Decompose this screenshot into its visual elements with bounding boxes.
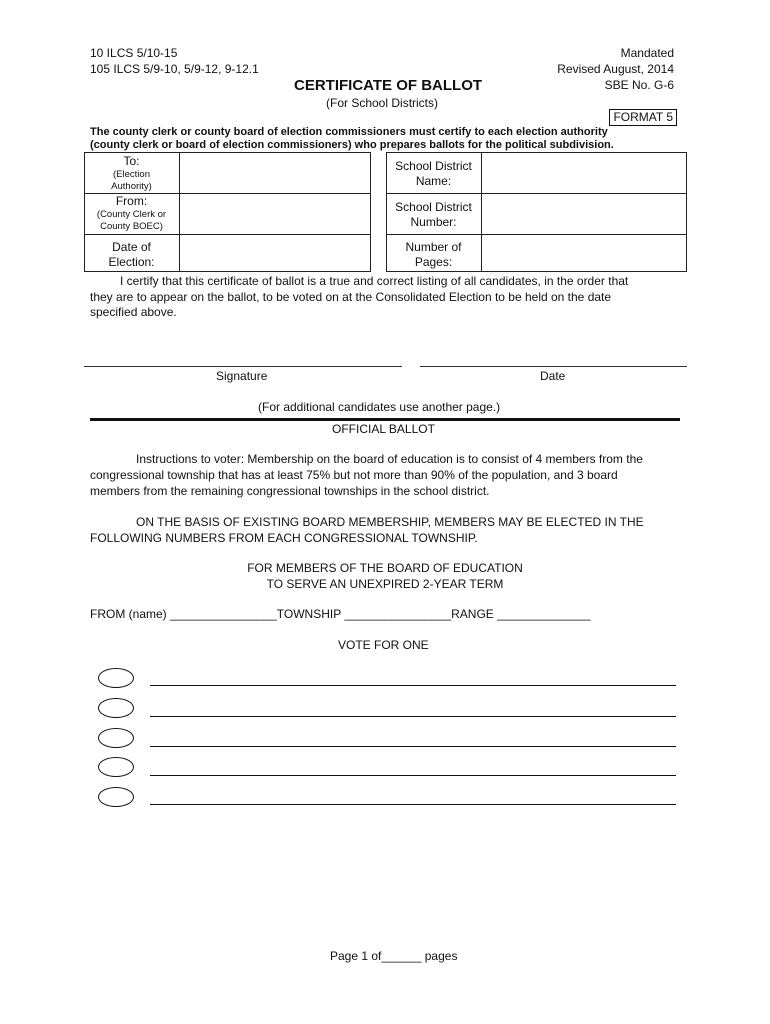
to-field[interactable] [180, 153, 370, 193]
page-count-label-cell [386, 240, 481, 270]
from-label-cell [84, 194, 179, 233]
additional-candidates-note: (For additional candidates use another page.) [258, 400, 501, 414]
format-label: FORMAT 5 [609, 109, 677, 126]
ballot-instruction-3: members from the remaining congressional townships in the school district. [90, 484, 490, 498]
district-name-field[interactable] [482, 153, 686, 193]
candidate-name-line[interactable] [150, 685, 676, 686]
candidate-name-line[interactable] [150, 746, 676, 747]
candidate-oval[interactable] [98, 757, 134, 777]
election-date-label-1: Date of [112, 240, 151, 254]
candidate-oval[interactable] [98, 787, 134, 807]
vote-for-one: VOTE FOR ONE [338, 638, 429, 652]
certify-line-3: specified above. [90, 305, 177, 319]
statute-ref-2: 105 ILCS 5/9-10, 5/9-12, 9-12.1 [90, 62, 259, 76]
certify-line-2: they are to appear on the ballot, to be voted on at the Consolidated Election to be held on the date [90, 290, 612, 304]
to-sublabel-2: Authority) [111, 181, 152, 192]
candidate-oval[interactable] [98, 728, 134, 748]
date-label: Date [540, 369, 566, 383]
election-date-field[interactable] [180, 235, 370, 271]
signature-line[interactable] [84, 366, 402, 367]
district-name-label-2: Name: [415, 174, 452, 188]
document-title: CERTIFICATE OF BALLOT [294, 77, 483, 94]
to-sublabel-1: (Election [113, 169, 150, 180]
election-date-label-2: Election: [108, 255, 155, 269]
to-label: To: [123, 154, 140, 168]
ballot-instruction-2: congressional township that has at least 75% but not more than 90% of the population, and 3 board [90, 468, 618, 482]
district-number-label-2: Number: [410, 215, 457, 229]
instruction-line-2: (county clerk or board of election commissioners) who prepares ballots for the political subdivision. [90, 139, 614, 151]
candidate-oval[interactable] [98, 698, 134, 718]
certify-line-1: I certify that this certificate of ballot is a true and correct listing of all candidates, in the order that [120, 274, 629, 288]
district-name-label-cell [386, 159, 481, 189]
page-count-field[interactable] [482, 235, 686, 271]
candidate-name-line[interactable] [150, 716, 676, 717]
from-sublabel-2: County BOEC) [100, 221, 163, 232]
election-date-label-cell [84, 240, 179, 270]
section-divider [90, 418, 680, 421]
basis-line-2: FOLLOWING NUMBERS FROM EACH CONGRESSIONAL TOWNSHIP. [90, 531, 478, 545]
revised-date: Revised August, 2014 [557, 62, 674, 76]
ballot-heading: OFFICIAL BALLOT [332, 422, 435, 436]
from-field[interactable] [180, 194, 370, 234]
sbe-number: SBE No. G-6 [604, 78, 674, 92]
mandated-label: Mandated [620, 46, 674, 60]
district-number-label-1: School District [395, 200, 472, 214]
district-name-label-1: School District [395, 159, 472, 173]
page-count-label-2: Pages: [414, 255, 453, 269]
page-count-label-1: Number of [405, 240, 462, 254]
district-number-label-cell [386, 200, 481, 230]
ballot-instruction-1: Instructions to voter: Membership on the board of education is to consist of 4 members from the [136, 452, 643, 466]
signature-label: Signature [216, 369, 268, 383]
candidate-name-line[interactable] [150, 775, 676, 776]
candidate-name-line[interactable] [150, 804, 676, 805]
office-line-2: TO SERVE AN UNEXPIRED 2-YEAR TERM [266, 577, 504, 591]
to-label-cell [84, 154, 179, 193]
date-line[interactable] [420, 366, 687, 367]
page-number: Page 1 of______ pages [330, 949, 458, 963]
from-township-range-line: FROM (name) ________________TOWNSHIP ________________RANGE ______________ [90, 607, 591, 621]
document-subtitle: (For School Districts) [326, 96, 439, 110]
statute-ref-1: 10 ILCS 5/10-15 [90, 46, 178, 60]
instruction-line-1: The county clerk or county board of election commissioners must certify to each election authority [90, 126, 608, 138]
from-label: From: [115, 194, 148, 208]
basis-line-1: ON THE BASIS OF EXISTING BOARD MEMBERSHIP, MEMBERS MAY BE ELECTED IN THE [136, 515, 644, 529]
district-number-field[interactable] [482, 194, 686, 234]
candidate-oval[interactable] [98, 668, 134, 688]
from-sublabel-1: (County Clerk or [96, 209, 167, 220]
office-line-1: FOR MEMBERS OF THE BOARD OF EDUCATION [247, 561, 523, 575]
